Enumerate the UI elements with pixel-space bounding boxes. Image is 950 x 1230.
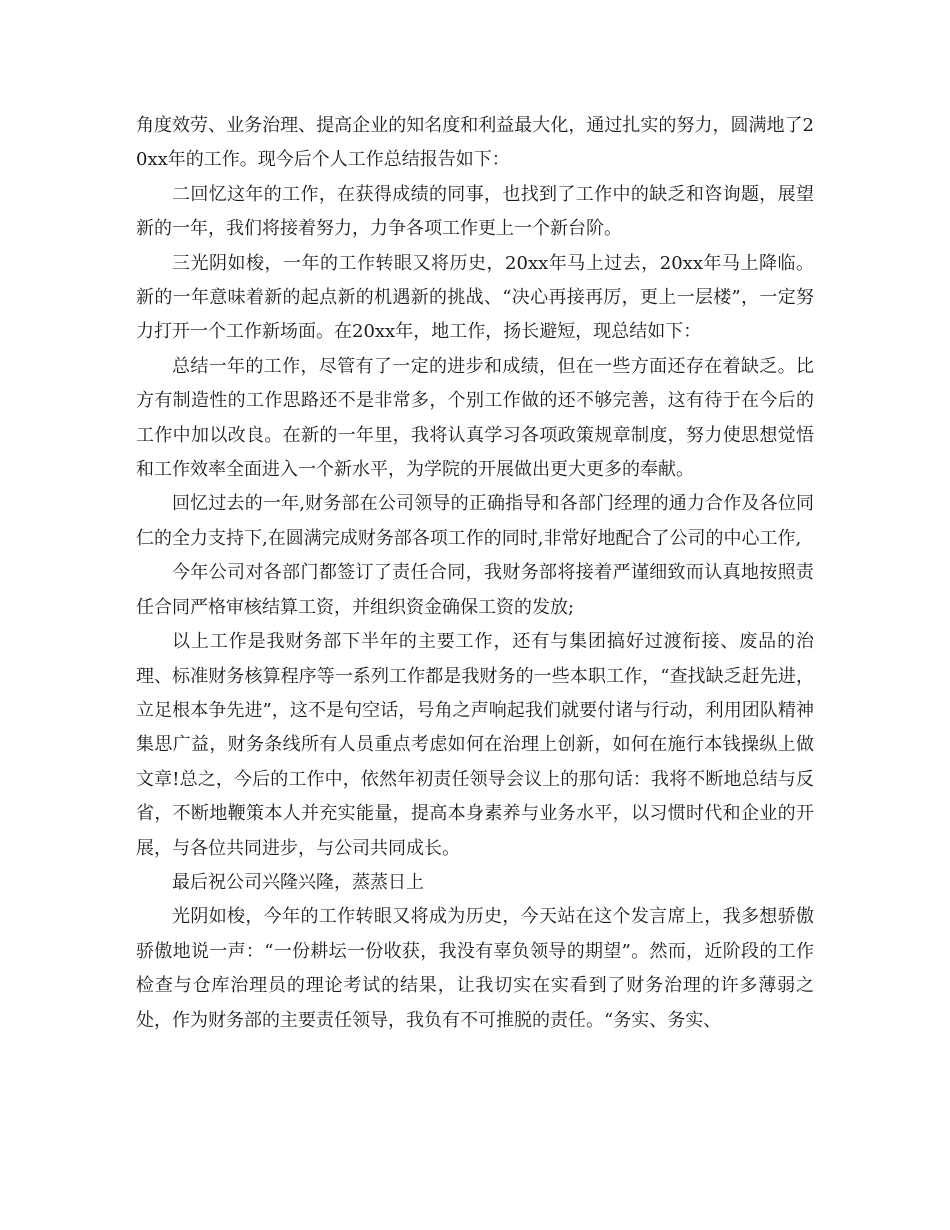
paragraph-closing-wish: 最后祝公司兴隆兴隆，蒸蒸日上 bbox=[172, 871, 424, 893]
paragraph-speech-intro: 光阴如梭，今年的工作转眼又将成为历史，今天站在这个发言席上，我多想骄傲骄傲地说一声：“一份耕坛一份收获，我没有辜负领导的期望”。然而，近阶段的工作检查与仓库治理员的理论考试的结果，让我切实在实看到了财务治理的许多薄弱之处，作为财务部的主要责任领导，我负有不可推脱的责任。“务实、务实、 bbox=[136, 906, 814, 1031]
paragraph-continued-intro: 角度效劳、业务治理、提高企业的知名度和利益最大化，通过扎实的努力，圆满地了20xx年的工作。现今后个人工作总结报告如下： bbox=[136, 115, 814, 171]
paragraph-time-flies: 三光阴如梭，一年的工作转眼又将历史，20xx年马上过去，20xx年马上降临。新的一年意味着新的起点新的机遇新的挑战、“决心再接再厉，更上一层楼”，一定努力打开一个工作新场面。在20xx年，地工作，扬长避短，现总结如下： bbox=[136, 252, 814, 343]
paragraph-responsibility-contract: 今年公司对各部门都签订了责任合同，我财务部将接着严谨细致而认真地按照责任合同严格审核结算工资，并组织资金确保工资的发放; bbox=[136, 562, 814, 618]
paragraph-main-work: 以上工作是我财务部下半年的主要工作，还有与集团搞好过渡衔接、废品的治理、标准财务核算程序等一系列工作都是我财务的一些本职工作，“查找缺乏赶先进，立足根本争先进”，这不是句空话，号角之声响起我们就要付诸与行动，利用团队精神集思广益，财务条线所有人员重点考虑如何在治理上创新，如何在施行本钱操纵上做文章!总之，今后的工作中，依然年初责任领导会议上的那句话：我将不断地总结与反省，不断地鞭策本人并充实能量，提高本身素养与业务水平，以习惯时代和企业的开展，与各位共同进步，与公司共同成长。 bbox=[136, 631, 814, 859]
paragraph-review-year: 二回忆这年的工作，在获得成绩的同事，也找到了工作中的缺乏和咨询题，展望新的一年，我们将接着努力，力争各项工作更上一个新台阶。 bbox=[136, 183, 814, 240]
paragraph-finance-review: 回忆过去的一年,财务部在公司领导的正确指导和各部门经理的通力合作及各位同仁的全力支持下,在圆满完成财务部各项工作的同时,非常好地配合了公司的中心工作, bbox=[136, 493, 814, 549]
document-body bbox=[136, 109, 814, 1038]
paragraph-summary-shortcomings: 总结一年的工作，尽管有了一定的进步和成绩，但在一些方面还存在着缺乏。比方有制造性的工作思路还不是非常多，个别工作做的还不够完善，这有待于在今后的工作中加以改良。在新的一年里，我将认真学习各项政策规章制度，努力使思想觉悟和工作效率全面进入一个新水平，为学院的开展做出更大更多的奉献。 bbox=[136, 355, 814, 481]
